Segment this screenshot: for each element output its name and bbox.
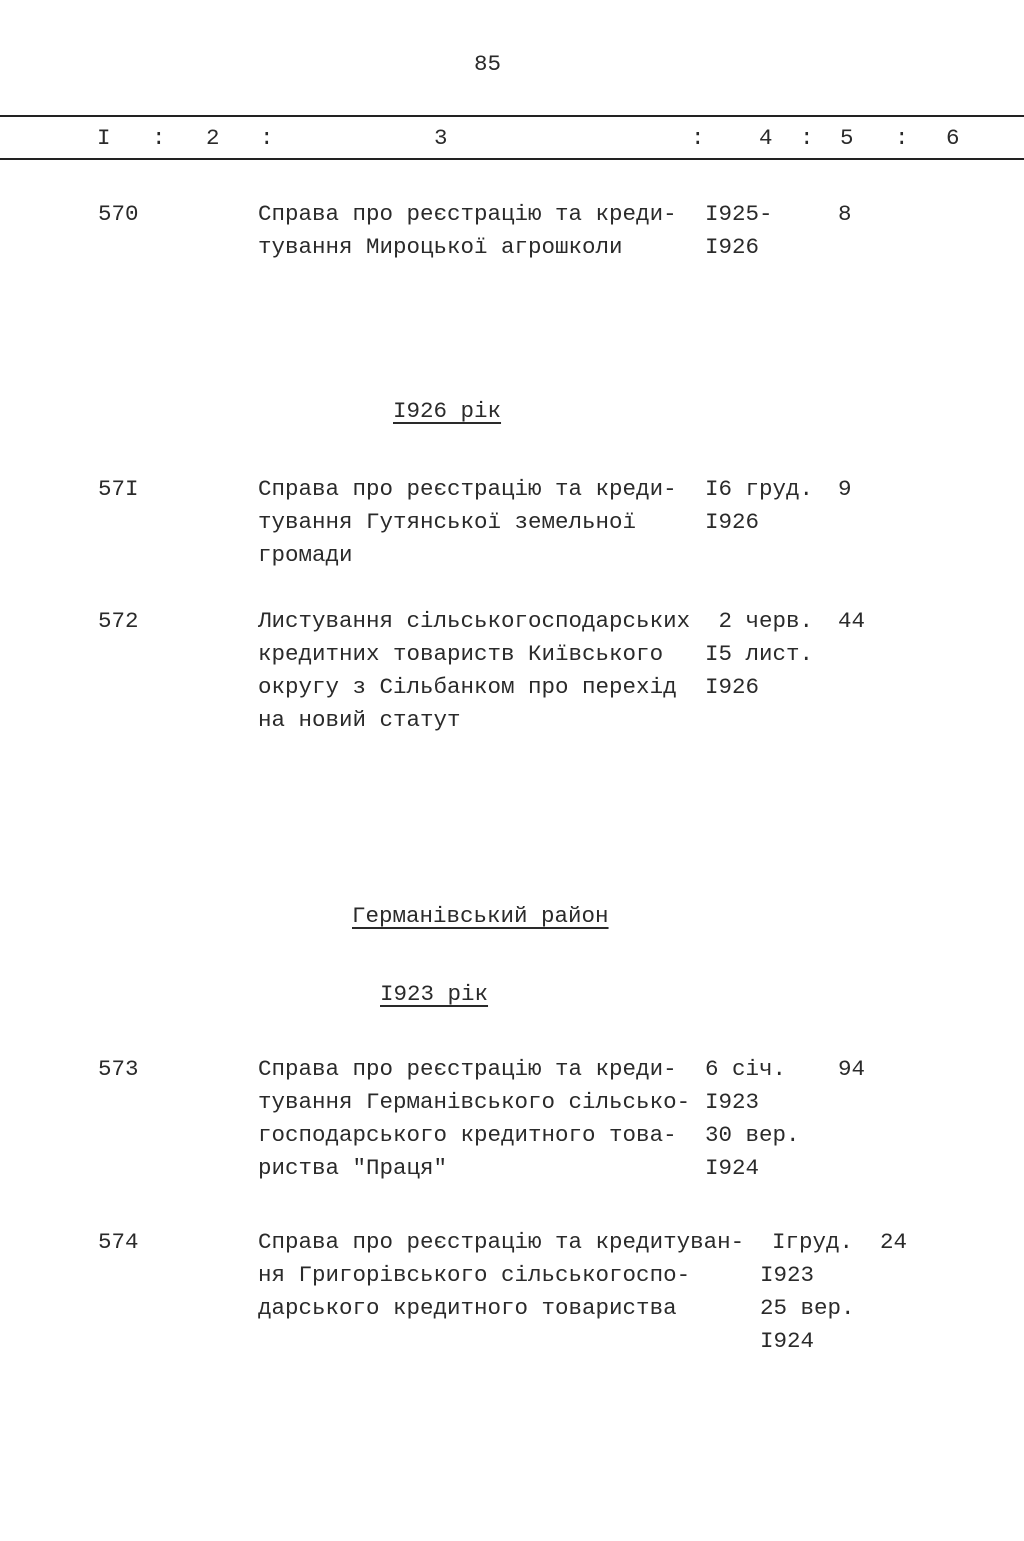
column-separator: : (800, 125, 814, 151)
entry-dates (760, 1226, 855, 1358)
column-header-6: 6 (946, 125, 960, 151)
entry-number: 574 (98, 1229, 139, 1255)
description-line: тування Гутянської земельної (258, 509, 637, 535)
date-line: I923 (705, 1089, 760, 1115)
description-line: тування Мироцької агрошколи (258, 234, 623, 260)
entry-description (258, 1053, 690, 1185)
description-line: Листування сільськогосподарських (258, 608, 691, 634)
description-line: на новий статут (258, 707, 461, 733)
header-bottom-rule (0, 158, 1024, 160)
entry-description (258, 1226, 744, 1325)
entry-number: 573 (98, 1056, 139, 1082)
entry-sheets: 94 (838, 1056, 866, 1082)
description-line: тування Германівського сільсько- (258, 1089, 691, 1115)
column-separator: : (260, 125, 274, 151)
date-line: 6 січ. (705, 1056, 787, 1082)
entry-dates (705, 198, 773, 264)
date-line: I925- (705, 201, 773, 227)
date-line: 30 вер. (705, 1122, 800, 1148)
date-line: I6 груд. (705, 476, 814, 502)
date-line: Iгруд. (772, 1229, 854, 1255)
date-line: 25 вер. (760, 1295, 855, 1321)
entry-description (258, 605, 690, 737)
entry-sheets: 24 (880, 1229, 908, 1255)
entry-number: 570 (98, 201, 139, 227)
column-header-4: 4 (759, 125, 773, 151)
date-line: I924 (760, 1328, 815, 1354)
section-heading-district: Германівський район (352, 903, 609, 929)
date-line: I5 лист. (705, 641, 814, 667)
column-separator: : (895, 125, 909, 151)
section-heading-year: I926 рік (393, 398, 502, 424)
page-number: 85 (474, 51, 502, 77)
date-line: I924 (705, 1155, 760, 1181)
column-separator: : (152, 125, 166, 151)
column-header-5: 5 (840, 125, 854, 151)
entry-description (258, 198, 677, 264)
date-line: I923 (760, 1262, 815, 1288)
date-line: 2 черв. (705, 608, 814, 634)
date-line: I926 (705, 509, 760, 535)
description-line: Справа про реєстрацію та кредитуван- (258, 1229, 745, 1255)
entry-dates (705, 605, 813, 704)
entry-dates (705, 1053, 800, 1185)
description-line: господарського кредитного това- (258, 1122, 677, 1148)
column-header-3: 3 (434, 125, 448, 151)
description-line: Справа про реєстрацію та креди- (258, 476, 677, 502)
column-header-2: 2 (206, 125, 220, 151)
entry-sheets: 44 (838, 608, 866, 634)
section-heading-year: I923 рік (380, 981, 489, 1007)
entry-description (258, 473, 677, 572)
entry-sheets: 8 (838, 201, 852, 227)
description-line: риства "Праця" (258, 1155, 448, 1181)
entry-number: 57I (98, 476, 139, 502)
header-top-rule (0, 115, 1024, 117)
description-line: ня Григорівського сільськогоспо- (258, 1262, 691, 1288)
description-line: кредитних товариств Київського (258, 641, 664, 667)
description-line: громади (258, 542, 353, 568)
column-header-1: I (97, 125, 111, 151)
description-line: округу з Сільбанком про перехід (258, 674, 677, 700)
description-line: Справа про реєстрацію та креди- (258, 201, 677, 227)
date-line: I926 (705, 234, 760, 260)
entry-sheets: 9 (838, 476, 852, 502)
entry-dates (705, 473, 813, 539)
description-line: Справа про реєстрацію та креди- (258, 1056, 677, 1082)
entry-number: 572 (98, 608, 139, 634)
description-line: дарського кредитного товариства (258, 1295, 677, 1321)
column-separator: : (691, 125, 705, 151)
date-line: I926 (705, 674, 760, 700)
